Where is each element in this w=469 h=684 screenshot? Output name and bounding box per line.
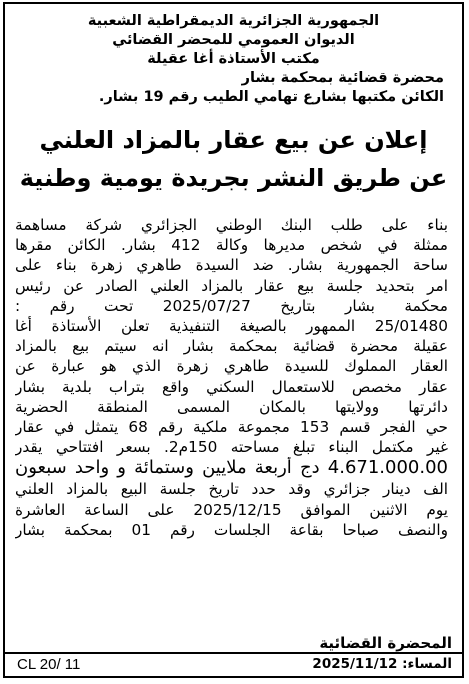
header-line-republic: الجمهورية الجزائرية الديمقراطية الشعبية bbox=[87, 13, 380, 29]
body-line: محكمة بشار بتاريخ 2025/07/27 تحت رقم : bbox=[15, 296, 448, 315]
body-line: 25/01480 الممهور بالصيغة التنفيذية تعلن الأستاذة أغا bbox=[15, 317, 448, 336]
body-line: ساحة الجمهورية بشار. ضد السيدة طاهري زهرة بناء على bbox=[15, 256, 448, 275]
body-line: عقيلة محضرة قضائية بمحكمة بشار انه سيتم بيع بالمزاد bbox=[15, 337, 448, 356]
signature: المحضرة القضائية bbox=[319, 634, 452, 652]
footer-bar bbox=[5, 652, 462, 676]
body-line: دائرتها وولايتها بالمكان المسمى المنطقة الحضرية bbox=[15, 397, 448, 416]
body-line: عقار مخصص للاستعمال السكني واقع بتراب بلدية بشار bbox=[15, 377, 448, 396]
header-line-court: محضرة قضائية بمحكمة بشار bbox=[241, 70, 444, 86]
body-line: ممثلة في شخص مديرها وكالة 412 بشار. الكائن مقرها bbox=[15, 236, 448, 255]
announcement-frame bbox=[3, 2, 464, 678]
title-line-1: إعلان عن بيع عقار بالمزاد العلني bbox=[39, 126, 428, 154]
header-line-office: الديوان العمومي للمحضر القضائي bbox=[112, 32, 355, 48]
header-line-address: الكائن مكتبها بشارع تهامي الطيب رقم 19 بشار. bbox=[98, 89, 444, 105]
announcement-title bbox=[5, 121, 462, 197]
body-line: امر بتحديد جلسة بيع عقار بالمزاد العلني الصادر عن رئيس bbox=[15, 276, 448, 295]
body-line: والنصف صباحا بقاعة الجلسات رقم 01 بمحكمة بشار bbox=[15, 520, 448, 539]
body-line-price: 4.671.000.00 دج أربعة ملايين وستمائة و واحد سبعون bbox=[15, 457, 448, 479]
header-block bbox=[15, 12, 452, 107]
body-line: غير مكتمل البناء تبلغ مساحته 150م2. بسعر افتتاحي يقدر bbox=[15, 438, 448, 457]
header-line-bureau: مكتب الأستاذة أغا عقيلة bbox=[147, 51, 320, 67]
footer-reference: CL 20/ 11 bbox=[17, 656, 81, 673]
footer-publication-date: المساء: 2025/11/12 bbox=[312, 656, 452, 672]
body-line: الف دينار جزائري وقد حدد تاريخ جلسة البيع بالمزاد العلني bbox=[15, 480, 448, 499]
body-line: بناء على طلب البنك الوطني الجزائري شركة مساهمة bbox=[15, 216, 448, 234]
title-line-2: عن طريق النشر بجريدة يومية وطنية bbox=[19, 164, 448, 192]
body-line: حي الفجر قسم 153 مجموعة ملكية رقم 68 يتمثل في عقار bbox=[15, 418, 448, 437]
body-line: العقار المملوك للسيدة طاهري زهرة الذي هو عبارة عن bbox=[15, 357, 448, 376]
body-line: يوم الاثنين الموافق 2025/12/15 على الساعة العاشرة bbox=[15, 500, 448, 519]
announcement-body bbox=[15, 215, 448, 540]
